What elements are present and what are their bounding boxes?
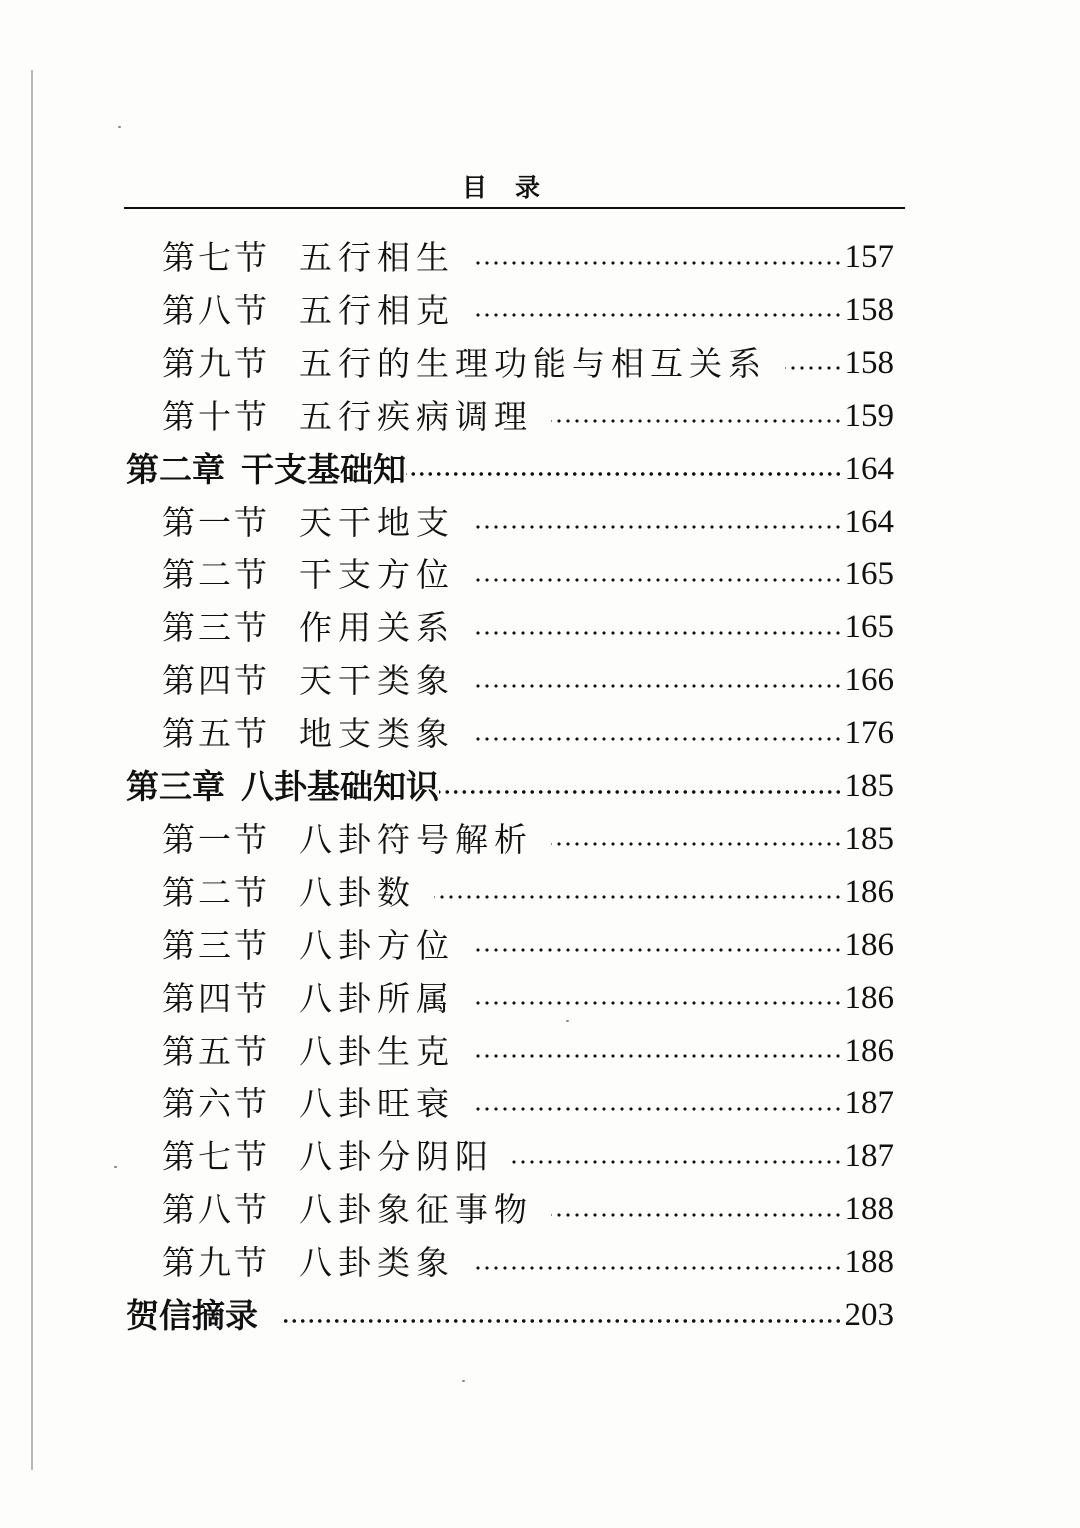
toc-dot-leader — [473, 577, 843, 583]
toc-section-title: 五行的生理功能与相互关系 — [299, 343, 767, 383]
toc-section-title: 八卦数 — [299, 872, 416, 912]
toc-section-row — [162, 390, 894, 443]
toc-section-title: 八卦象征事物 — [299, 1190, 533, 1230]
toc-section-label: 第九节 — [162, 1243, 270, 1283]
toc-chapter-row — [126, 443, 894, 496]
toc-section-row — [162, 866, 894, 919]
toc-section-row — [162, 1130, 894, 1183]
toc-section-title: 八卦分阴阳 — [299, 1137, 494, 1177]
toc-page-number: 186 — [844, 873, 894, 910]
toc-dot-leader — [473, 1106, 843, 1112]
toc-chapter-row — [126, 1289, 894, 1342]
toc-page-number: 164 — [844, 450, 894, 487]
toc-section-row — [162, 1025, 894, 1078]
toc-section-label: 第七节 — [162, 1137, 270, 1177]
toc-page-number: 165 — [844, 556, 894, 593]
toc-dot-leader — [473, 683, 843, 689]
toc-section-label: 第二节 — [162, 555, 270, 595]
toc-dot-leader — [473, 1053, 843, 1059]
toc-section-row — [162, 1236, 894, 1289]
toc-dot-leader — [473, 736, 843, 742]
toc-dot-leader — [473, 312, 843, 318]
toc-page-number: 165 — [844, 609, 894, 646]
toc-dot-leader — [439, 789, 843, 795]
toc-section-row — [162, 707, 894, 760]
scan-speck — [462, 1380, 465, 1382]
toc-section-title: 八卦符号解析 — [299, 819, 533, 859]
scan-speck — [114, 1166, 117, 1168]
toc-section-title: 天干地支 — [299, 502, 455, 542]
toc-section-row — [162, 231, 894, 284]
toc-dot-leader — [434, 894, 843, 900]
toc-section-row — [162, 1183, 894, 1236]
toc-section-title: 干支方位 — [299, 555, 455, 595]
toc-dot-leader — [473, 1000, 843, 1006]
toc-section-title: 八卦旺衰 — [299, 1084, 455, 1124]
scan-speck — [118, 126, 121, 128]
toc-section-row — [162, 601, 894, 654]
toc-section-title: 天干类象 — [299, 661, 455, 701]
toc-section-title: 八卦所属 — [299, 978, 455, 1018]
toc-dot-leader — [473, 1265, 843, 1271]
header-rule — [124, 207, 905, 209]
toc-section-row — [162, 284, 894, 337]
toc-section-label: 第九节 — [162, 343, 270, 383]
toc-dot-leader — [551, 841, 843, 847]
toc-page-number: 188 — [844, 1244, 894, 1281]
toc-section-title: 八卦方位 — [299, 925, 455, 965]
toc-page-number: 158 — [844, 344, 894, 381]
toc-section-title: 五行相生 — [299, 238, 455, 277]
toc-chapter-label: 第二章 — [126, 449, 225, 489]
toc-section-label: 第八节 — [162, 290, 270, 330]
toc-section-label: 第四节 — [162, 978, 270, 1018]
toc-section-label: 第五节 — [162, 1031, 270, 1071]
toc-section-label: 第三节 — [162, 925, 270, 965]
toc-dot-leader — [473, 630, 843, 636]
toc-section-label: 第五节 — [162, 714, 270, 754]
toc-page-number: 187 — [844, 1085, 894, 1122]
toc-section-label: 第十节 — [162, 396, 270, 436]
toc-section-row — [162, 654, 894, 707]
toc-section-title: 八卦类象 — [299, 1243, 455, 1283]
toc-chapter-title: 八卦基础知识 — [241, 767, 439, 806]
toc-page-number: 158 — [844, 291, 894, 328]
toc-page-number: 159 — [844, 397, 894, 434]
toc-page-number: 185 — [844, 768, 894, 804]
toc-section-row — [162, 972, 894, 1025]
toc-page-number: 186 — [844, 1032, 894, 1069]
toc-dot-leader — [473, 260, 843, 266]
toc-page-number: 164 — [844, 503, 894, 540]
toc-dot-leader — [551, 1212, 843, 1218]
page-header-title: 目录 — [461, 173, 568, 202]
toc-section-label: 第六节 — [162, 1084, 270, 1124]
toc-dot-leader — [284, 1318, 843, 1324]
page-binding-edge — [31, 70, 33, 1470]
toc-section-title: 八卦生克 — [299, 1031, 455, 1071]
toc-page-number: 188 — [844, 1191, 894, 1228]
toc-dot-leader — [785, 365, 843, 371]
toc-section-row — [162, 496, 894, 549]
toc-section-row — [162, 1077, 894, 1130]
toc-page-number: 157 — [844, 239, 894, 275]
toc-section-label: 第三节 — [162, 608, 270, 648]
toc-dot-leader — [512, 1159, 843, 1165]
toc-section-label: 第四节 — [162, 661, 270, 701]
toc-section-label: 第八节 — [162, 1190, 270, 1230]
toc-section-row — [162, 548, 894, 601]
toc-page-number: 176 — [844, 715, 894, 752]
toc-chapter-title: 贺信摘录 — [126, 1296, 258, 1335]
toc-page-number: 186 — [844, 979, 894, 1016]
toc-dot-leader — [473, 524, 843, 530]
toc-page-number: 203 — [844, 1297, 894, 1333]
toc-page-number: 185 — [844, 820, 894, 857]
toc-page-number: 186 — [844, 926, 894, 963]
toc-dot-leader — [473, 947, 843, 953]
toc-section-title: 五行相克 — [299, 290, 455, 330]
toc-section-label: 第一节 — [162, 819, 270, 859]
toc-section-row — [162, 813, 894, 866]
toc-section-title: 地支类象 — [299, 714, 455, 754]
toc-section-label: 第二节 — [162, 872, 270, 912]
toc-section-title: 作用关系 — [299, 608, 455, 648]
toc-chapter-title: 干支基础知 — [241, 449, 406, 489]
toc-section-title: 五行疾病调理 — [299, 396, 533, 436]
toc-dot-leader — [551, 418, 843, 424]
toc-section-label: 第一节 — [162, 502, 270, 542]
toc-dot-leader — [406, 471, 843, 477]
toc-chapter-row — [126, 760, 894, 813]
toc-chapter-label: 第三章 — [126, 767, 225, 806]
toc-section-row — [162, 337, 894, 390]
toc-section-label: 第七节 — [162, 238, 270, 277]
toc-page-number: 166 — [844, 662, 894, 699]
toc-page-number: 187 — [844, 1138, 894, 1175]
toc-section-row — [162, 919, 894, 972]
